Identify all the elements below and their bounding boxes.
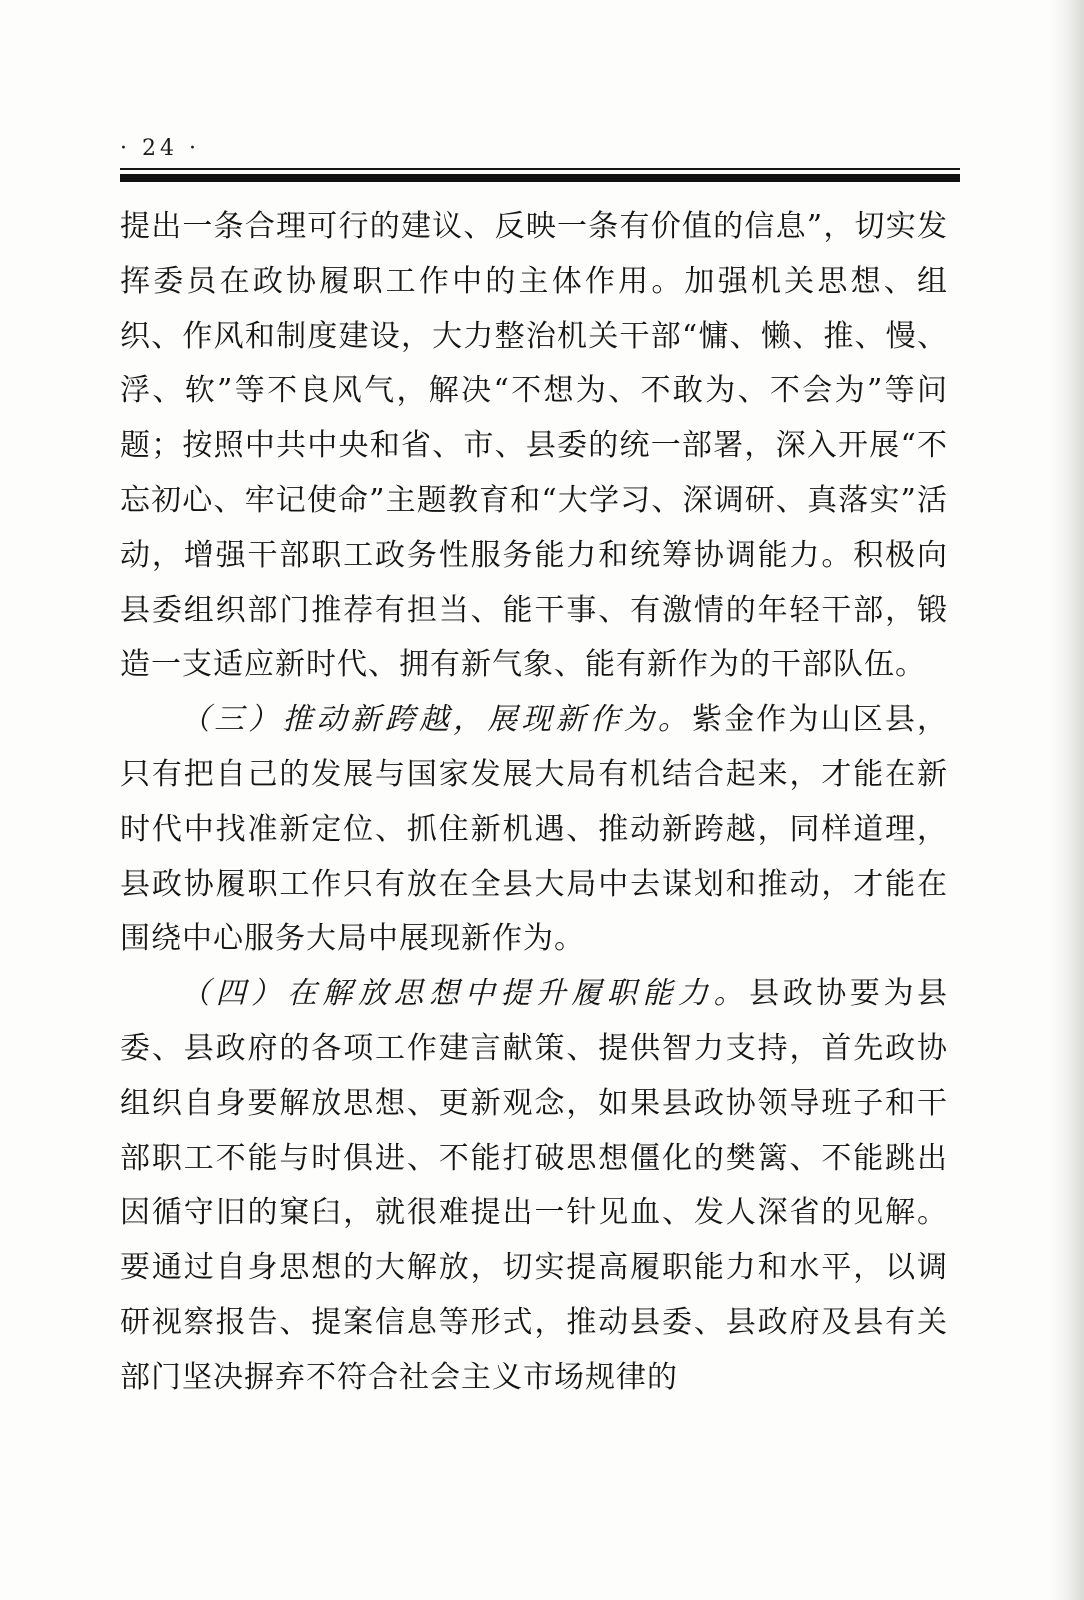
section-heading-4: （四）在解放思想中提升履职能力。 <box>180 976 750 1012</box>
body-text <box>120 200 948 1406</box>
section-heading-3: （三）推动新跨越，展现新作为。 <box>180 702 693 738</box>
page-edge-shadow <box>1050 0 1084 1600</box>
paragraph-2 <box>120 693 948 967</box>
paragraph-3 <box>120 967 948 1405</box>
header-rule-thick <box>120 174 960 182</box>
page-number: · 24 · <box>120 136 200 161</box>
paragraph-1-text: 提出一条合理可行的建议、反映一条有价值的信息”，切实发挥委员在政协履职工作中的主体作用。加强机关思想、组织、作风和制度建设，大力整治机关干部“慵、懒、推、慢、浮、软”等不良风气，解决“不想为、不敢为、不会为”等问题；按照中共中央和省、市、县委的统一部署，深入开展“不忘初心、牢记使命”主题教育和“大学习、深调研、真落实”活动，增强干部职工政务性服务能力和统筹协调能力。积极向县委组织部门推荐有担当、能干事、有激情的年轻干部，锻造一支适应新时代、拥有新气象、能有新作为的干部队伍。 <box>120 209 948 683</box>
paragraph-2-text: 紫金作为山区县，只有把自己的发展与国家发展大局有机结合起来，才能在新时代中找准新定位、抓住新机遇、推动新跨越，同样道理，县政协履职工作只有放在全县大局中去谋划和推动，才能在围绕中心服务大局中展现新作为。 <box>120 702 949 957</box>
header-rule-thin <box>120 168 960 170</box>
paragraph-3-text: 县政协要为县委、县政府的各项工作建言献策、提供智力支持，首先政协组织自身要解放思想、更新观念，如果县政协领导班子和干部职工不能与时俱进、不能打破思想僵化的樊篱、不能跳出因循守旧的窠臼，就很难提出一针见血、发人深省的见解。要通过自身思想的大解放，切实提高履职能力和水平，以调研视察报告、提案信息等形式，推动县委、县政府及县有关部门坚决摒弃不符合社会主义市场规律的 <box>120 976 949 1395</box>
paragraph-1 <box>120 200 948 693</box>
